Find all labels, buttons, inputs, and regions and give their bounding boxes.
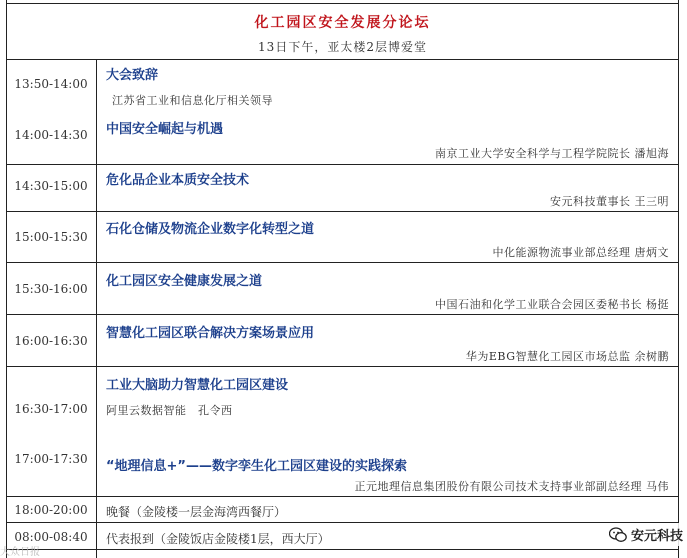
session-topic: 工业大脑助力智慧化工园区建设 (106, 378, 289, 393)
session-speaker: 江苏省工业和信息化厅相关领导 (112, 94, 273, 107)
session-speaker: 华为EBG智慧化工园区市场总监 余树鹏 (465, 350, 669, 363)
extra-text: 代表报到（金陵饭店金陵楼1层，西大厅） (106, 532, 330, 546)
forum-subtitle: 13日下午，亚太楼2层博爱堂 (258, 40, 427, 54)
row-separator (6, 211, 679, 212)
extra-text: 晚餐（金陵楼一层金海湾西餐厅） (106, 505, 287, 519)
extra-time: 08:00-08:40 (14, 530, 88, 544)
header-bottom-line (6, 59, 679, 60)
session-speaker: 中国石油和化学工业联合会园区委秘书长 杨挺 (435, 298, 669, 311)
session-time: 13:50-14:00 (14, 77, 88, 91)
session-time: 17:00-17:30 (14, 452, 88, 466)
session-time: 16:30-17:00 (14, 402, 88, 416)
session-time: 14:30-15:00 (14, 179, 88, 193)
session-speaker: 阿里云数据智能 孔令西 (106, 404, 233, 417)
forum-title: 化工园区安全发展分论坛 (254, 15, 431, 31)
column-divider-top (96, 4, 97, 558)
session-topic: 危化品企业本质安全技术 (106, 173, 250, 188)
row-separator (6, 314, 679, 315)
brand-logo-text: 安元科技 (630, 529, 683, 544)
brand-logo (605, 523, 687, 546)
session-speaker: 正元地理信息集团股份有限公司技术支持事业部副总经理 马伟 (354, 480, 669, 493)
session-time: 15:00-15:30 (14, 230, 88, 244)
extra-time: 18:00-20:00 (14, 503, 88, 517)
row-separator (6, 522, 679, 523)
session-time: 14:00-14:30 (14, 128, 88, 142)
session-speaker: 南京工业大学安全科学与工程学院院长 潘旭海 (435, 147, 669, 160)
session-topic: 石化仓储及物流企业数字化转型之道 (106, 222, 315, 237)
session-time: 16:00-16:30 (14, 334, 88, 348)
session-topic: 大会致辞 (106, 68, 159, 83)
agenda-table (6, 0, 679, 558)
session-topic: 智慧化工园区联合解决方案场景应用 (106, 326, 315, 341)
row-separator (6, 549, 679, 550)
session-topic: 中国安全崛起与机遇 (106, 122, 224, 137)
header-top-line (6, 3, 679, 4)
session-time: 15:30-16:00 (14, 282, 88, 296)
row-separator (6, 366, 679, 367)
session-topic: 化工园区安全健康发展之道 (106, 274, 263, 289)
session-speaker: 中化能源物流事业部总经理 唐炳文 (492, 246, 669, 259)
row-separator (6, 496, 679, 497)
row-separator (6, 164, 679, 165)
session-topic: “地理信息+”——数字孪生化工园区建设的实践探索 (106, 459, 407, 474)
session-speaker: 安元科技董事长 王三明 (550, 195, 669, 208)
wechat-icon (609, 527, 627, 543)
watermark: 大众日报 (0, 547, 40, 558)
row-separator (6, 262, 679, 263)
table-right-border (678, 0, 679, 558)
